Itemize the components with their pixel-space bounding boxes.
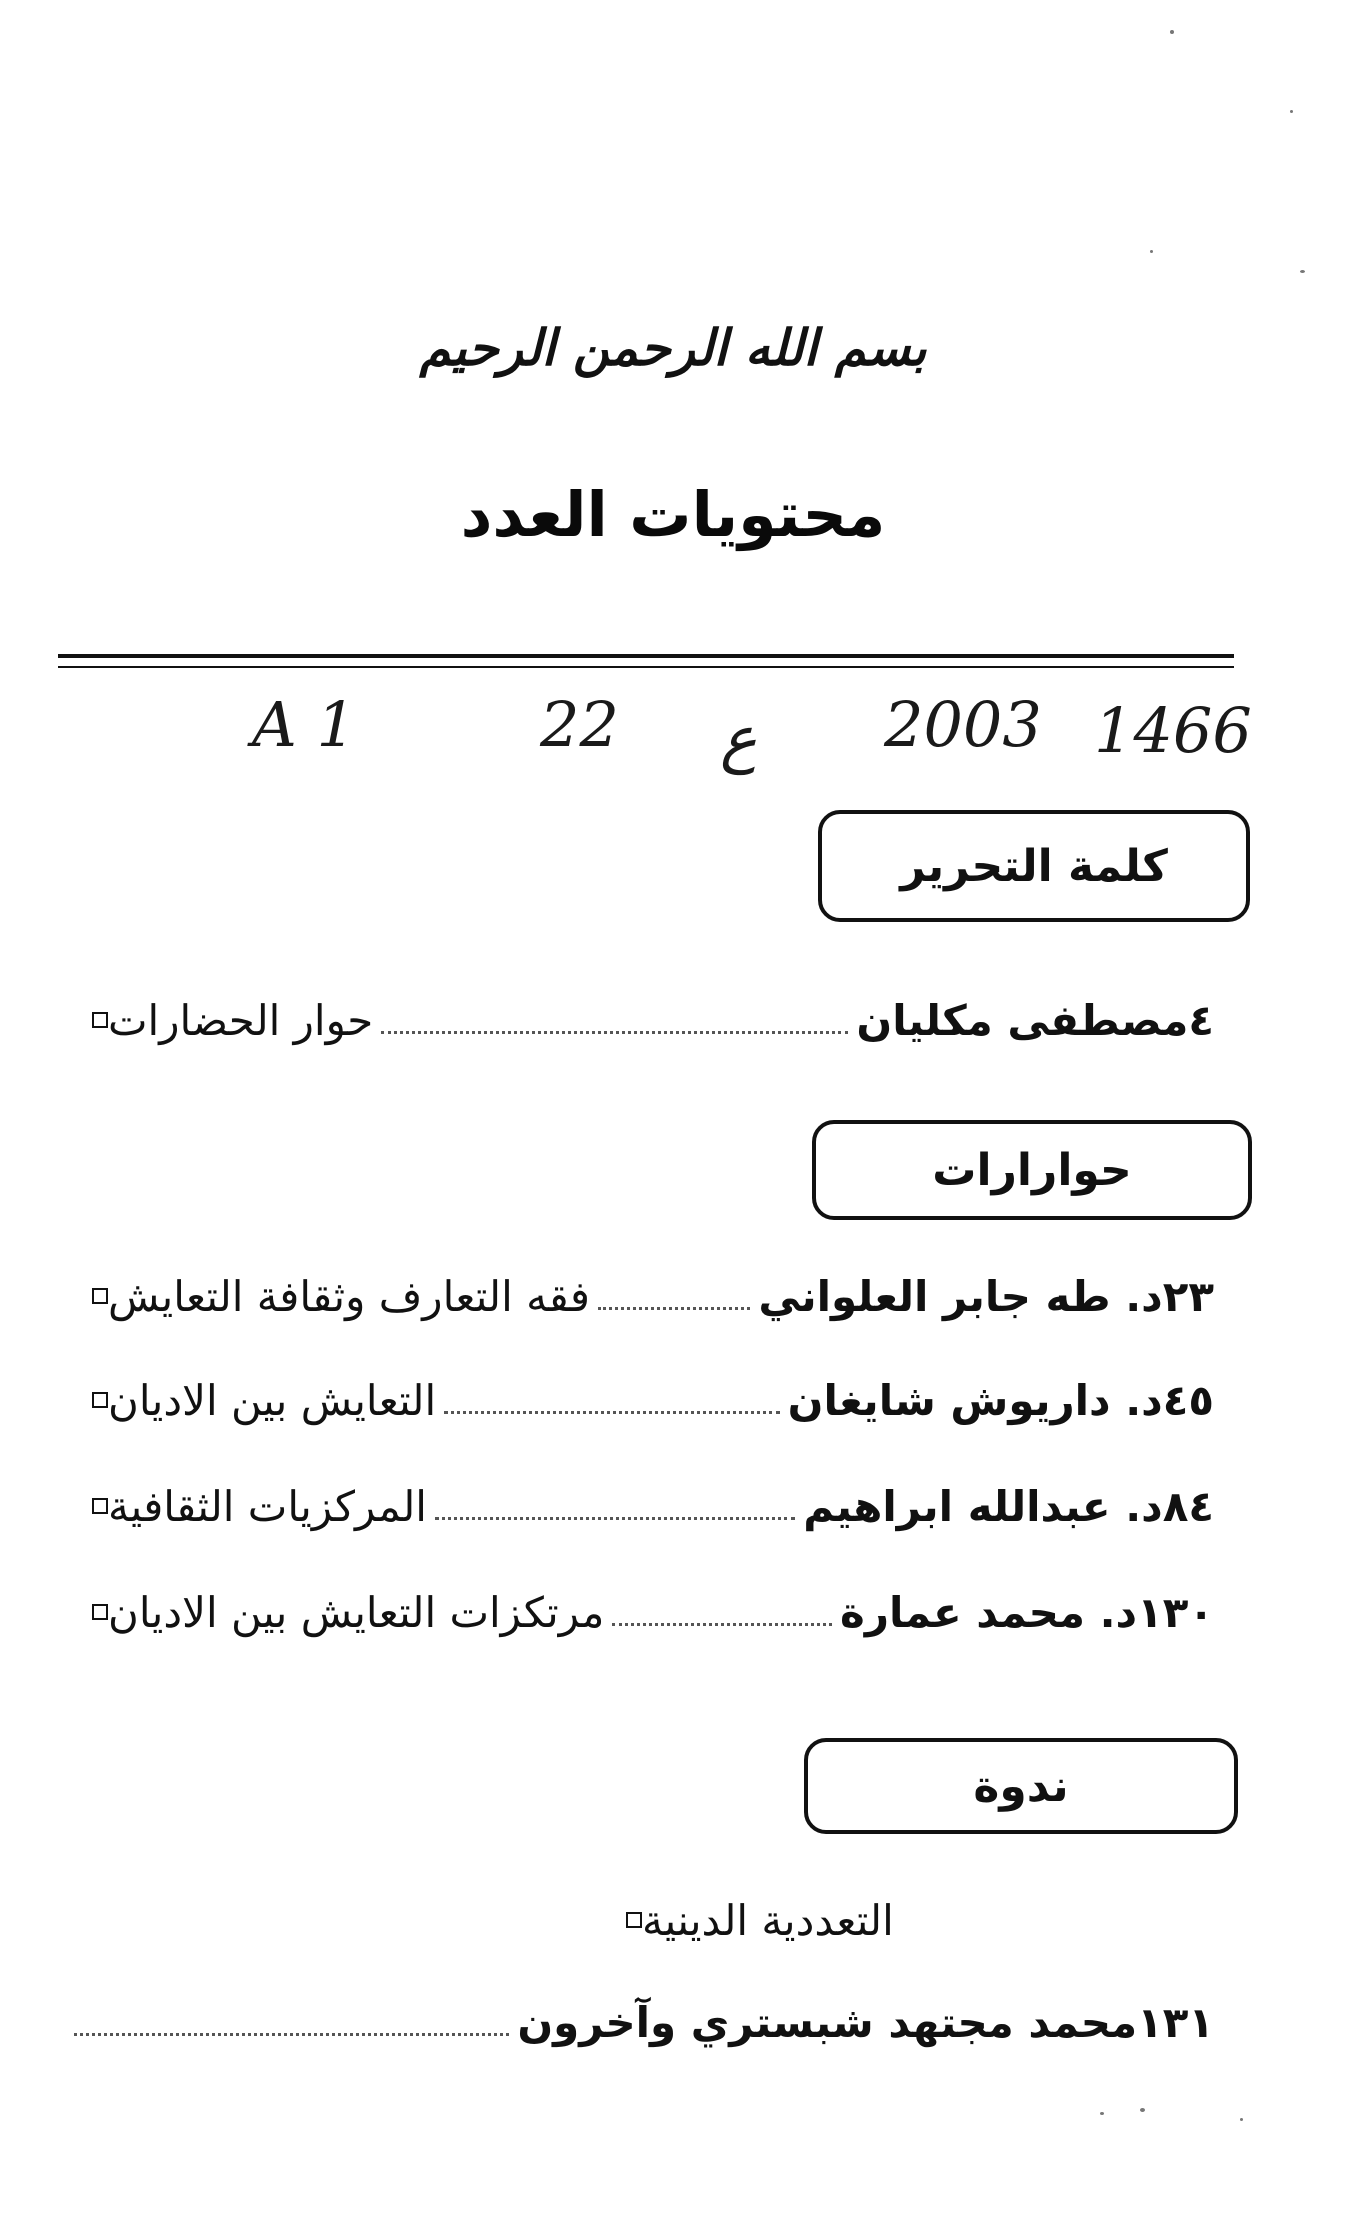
handwritten-note-c: ع — [720, 702, 757, 775]
scan-speck — [1290, 110, 1293, 113]
scan-speck — [1300, 270, 1305, 273]
dot-leader — [612, 1623, 832, 1626]
toc-entry — [600, 1880, 1230, 1960]
entry-author: د. عبدالله ابراهيم — [803, 1481, 1163, 1531]
handwritten-note-e: 1466 — [1094, 694, 1252, 767]
basmala: بسم الله الرحمن الرحيم — [419, 318, 927, 377]
checkbox-bullet-icon — [626, 1912, 642, 1928]
dot-leader — [444, 1411, 779, 1414]
section-heading-editorial: كلمة التحرير — [818, 810, 1250, 922]
entry-page: ١٣١ — [1137, 1997, 1214, 2047]
scan-speck — [1170, 30, 1174, 34]
entry-title: حوار الحضارات — [108, 995, 374, 1045]
entry-author: محمد مجتهد شبستري وآخرون — [517, 1997, 1138, 2047]
toc-entry — [66, 1256, 1232, 1336]
entry-page: ٢٣ — [1162, 1271, 1214, 1321]
handwritten-note-d: 2003 — [884, 688, 1042, 761]
checkbox-bullet-icon — [92, 1392, 108, 1408]
checkbox-bullet-icon — [92, 1288, 108, 1304]
entry-author: د. محمد عمارة — [840, 1587, 1138, 1637]
toc-entry — [66, 1572, 1232, 1652]
toc-entry — [66, 1466, 1232, 1546]
scan-speck — [1100, 2112, 1104, 2115]
checkbox-bullet-icon — [92, 1498, 108, 1514]
divider-thin — [58, 666, 1234, 668]
toc-entry-continuation — [66, 1982, 1232, 2062]
toc-entry — [66, 1360, 1232, 1440]
scan-speck — [1150, 250, 1153, 253]
entry-page: ٤ — [1188, 995, 1214, 1045]
entry-author: د. طه جابر العلواني — [758, 1271, 1163, 1321]
handwritten-note-b: 22 — [540, 688, 619, 761]
page-title: محتويات العدد — [460, 478, 886, 551]
entry-title: فقه التعارف وثقافة التعايش — [108, 1271, 590, 1321]
section-heading-dialogues: حوارارات — [812, 1120, 1252, 1220]
entry-page: ٨٤ — [1162, 1481, 1214, 1531]
entry-page: ٤٥ — [1162, 1375, 1214, 1425]
entry-title: التعددية الدينية — [642, 1895, 894, 1945]
checkbox-bullet-icon — [92, 1604, 108, 1620]
dot-leader — [598, 1307, 750, 1310]
entry-title: مرتكزات التعايش بين الاديان — [108, 1587, 605, 1637]
checkbox-bullet-icon — [92, 1012, 108, 1028]
entry-page: ١٣٠ — [1137, 1587, 1214, 1637]
scan-speck — [1140, 2108, 1145, 2112]
entry-title: التعايش بين الاديان — [108, 1375, 437, 1425]
section-heading-symposium: ندوة — [804, 1738, 1238, 1834]
dot-leader — [435, 1517, 795, 1520]
handwritten-note-a: A 1 — [252, 688, 356, 761]
divider-thick — [58, 654, 1234, 658]
dot-leader — [381, 1031, 848, 1034]
dot-leader — [74, 2033, 509, 2036]
entry-title: المركزيات الثقافية — [108, 1481, 427, 1531]
entry-author: مصطفى مكليان — [856, 995, 1189, 1045]
toc-entry — [66, 980, 1232, 1060]
scan-speck — [1240, 2118, 1243, 2121]
entry-author: د. داريوش شايغان — [787, 1375, 1163, 1425]
